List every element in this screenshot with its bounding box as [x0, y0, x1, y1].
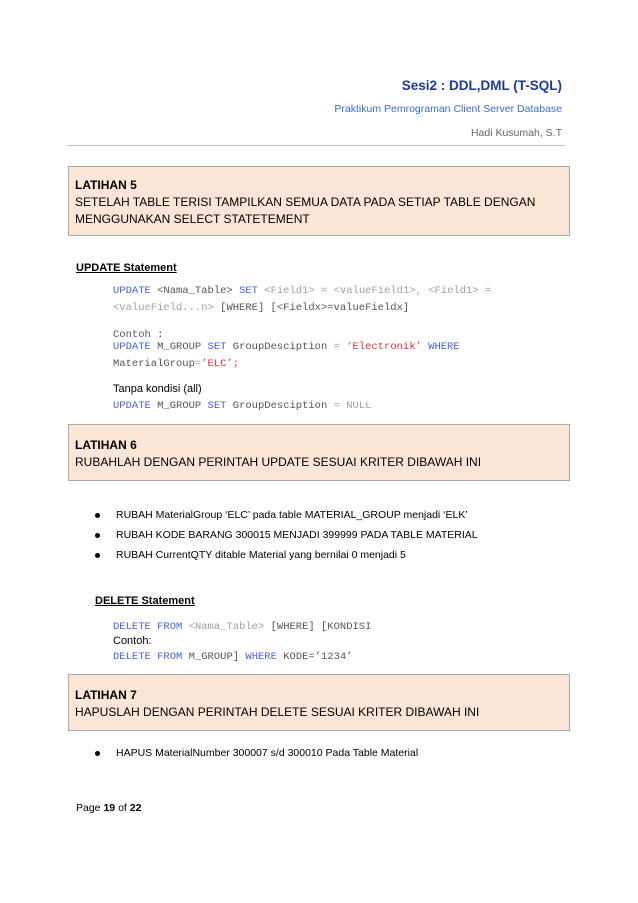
latihan-7-box [68, 674, 570, 731]
delex-kw-from: FROM [157, 651, 183, 663]
list-item-text: HAPUS MaterialNumber 300007 s/d 300010 Pada Table Material [116, 747, 419, 759]
ex-table: M_GROUP [157, 341, 202, 353]
ex-semicolon: ; [232, 358, 240, 370]
latihan-7-title: LATIHAN 7 [75, 688, 137, 702]
delete-example [113, 649, 353, 666]
bullet-icon [95, 533, 100, 538]
ex-eq: = [333, 341, 340, 353]
page-number: 19 [103, 802, 116, 814]
delete-heading: DELETE Statement [95, 595, 195, 607]
all-kw-update: UPDATE [113, 400, 151, 412]
ex-cond-op: = [194, 358, 202, 370]
delete-syntax [113, 619, 371, 636]
ex-cond-value: ’ELC’ [201, 358, 233, 370]
all-table: M_GROUP [157, 400, 202, 412]
update-example [113, 339, 513, 373]
del-rest: [WHERE] [KONDISI [270, 621, 372, 633]
ex-value: ‘Electronik’ [346, 341, 422, 353]
ex-kw-where: WHERE [428, 341, 460, 353]
syntax-eq2: = [484, 285, 492, 297]
update-heading: UPDATE Statement [76, 262, 177, 274]
update-syntax [113, 283, 513, 317]
header-divider [68, 145, 565, 146]
latihan-7-text: HAPUSLAH DENGAN PERINTAH DELETE SESUAI KRITER DIBAWAH INI [75, 705, 480, 719]
del-kw-delete: DELETE [113, 621, 151, 633]
delex-table: M_GROUP] [188, 651, 240, 663]
all-kw-set: SET [207, 400, 227, 412]
ex-kw-set: SET [207, 341, 227, 353]
delex-kw-delete: DELETE [113, 651, 151, 663]
list-item [95, 548, 478, 568]
bullet-icon [95, 751, 100, 756]
delete-contoh-label: Contoh: [113, 635, 152, 647]
total-pages: 22 [129, 802, 142, 814]
all-eq: = [333, 400, 340, 412]
syntax-valuen: <valueField...n> [113, 302, 214, 314]
syntax-field1: <Field1> [264, 285, 315, 297]
latihan-6-text: RUBAHLAH DENGAN PERINTAH UPDATE SESUAI KRITER DIBAWAH INI [75, 455, 482, 469]
latihan-6-box [68, 424, 570, 481]
kw-set: SET [239, 285, 258, 297]
latihan-5-text: SETELAH TABLE TERISI TAMPILKAN SEMUA DATA PADA SETIAP TABLE DENGAN MENGGUNAKAN SELECT STATETEMENT [75, 195, 536, 226]
no-condition-label: Tanpa kondisi (all) [113, 383, 202, 395]
delex-kw-where: WHERE [245, 651, 277, 663]
all-field: GroupDesciption [232, 400, 328, 412]
kw-update: UPDATE [113, 285, 151, 297]
delex-cond: KODE=’1234’ [283, 651, 353, 663]
update-example-all [113, 398, 371, 415]
document-author: Hadi Kusumah, S.T [470, 127, 562, 139]
list-item [95, 528, 478, 548]
page-footer [76, 802, 141, 814]
bullet-icon [95, 513, 100, 518]
latihan-7-list [95, 746, 418, 766]
del-table: <Nama_Table> [188, 621, 265, 633]
list-item-text: RUBAH CurrentQTY ditable Material yang bernilai 0 menjadi 5 [116, 549, 406, 561]
list-item [95, 508, 478, 528]
ex-kw-update: UPDATE [113, 341, 151, 353]
syntax-where: [WHERE] [<Fieldx>=valueFieldx] [220, 302, 410, 314]
of-label: of [118, 802, 127, 814]
all-value: NULL [346, 400, 372, 412]
syntax-field1b: <Field1> [428, 285, 479, 297]
list-item-text: RUBAH KODE BARANG 300015 MENJADI 399999 PADA TABLE MATERIAL [116, 529, 478, 541]
syntax-value1: <valueField1>, [333, 285, 422, 297]
syntax-eq: = [321, 285, 328, 297]
list-item [95, 746, 418, 766]
document-subtitle: Praktikum Pemrograman Client Server Database [334, 103, 562, 115]
del-kw-from: FROM [157, 621, 183, 633]
document-title: Sesi2 : DDL,DML (T-SQL) [401, 78, 562, 93]
list-item-text: RUBAH MaterialGroup ‘ELC’ pada table MATERIAL_GROUP menjadi ‘ELK’ [116, 509, 468, 521]
page-label: Page [76, 802, 101, 814]
latihan-6-title: LATIHAN 6 [75, 438, 137, 452]
latihan-6-list [95, 508, 478, 568]
ex-field: GroupDesciption [232, 341, 328, 353]
syntax-table: <Nama_Table> [157, 285, 233, 297]
ex-cond-field: MaterialGroup [113, 358, 195, 370]
latihan-5-title: LATIHAN 5 [75, 178, 137, 192]
update-contoh-label: Contoh : [113, 329, 164, 341]
bullet-icon [95, 553, 100, 558]
latihan-5-box [68, 166, 570, 236]
